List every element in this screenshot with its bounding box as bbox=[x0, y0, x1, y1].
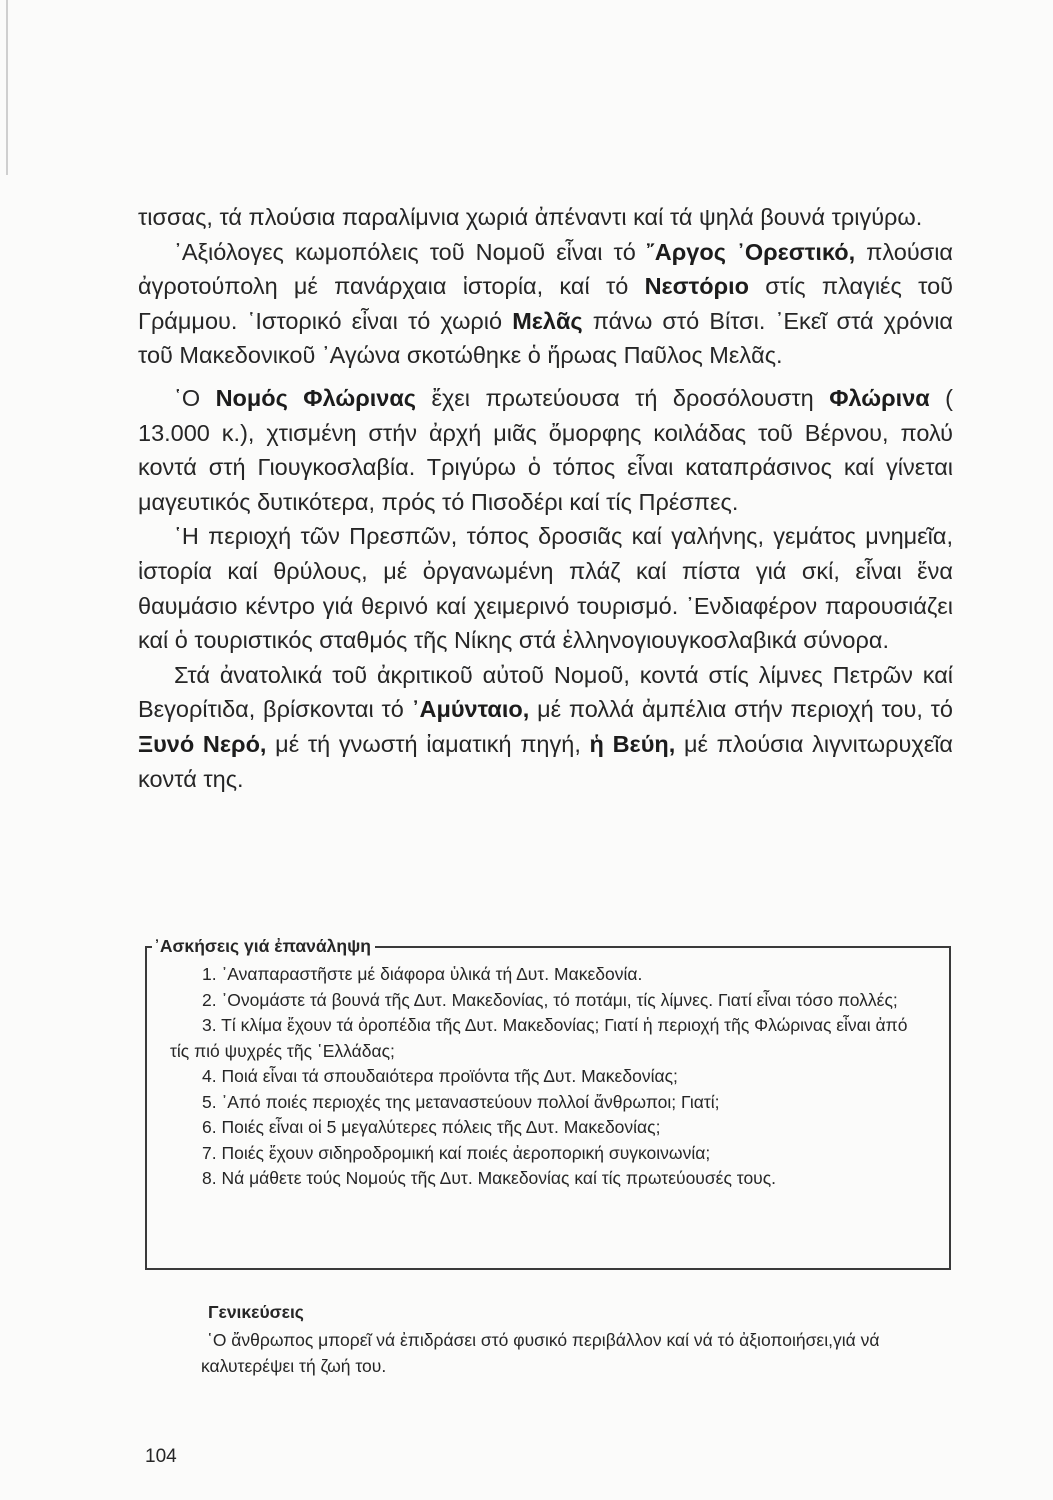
paragraph-2: ᾿Αξιόλογες κωμοπόλεις τοῦ Νομοῦ εἶναι τό ῎Αργος ᾿Ορεστικό, πλούσια ἀγροτούπολη μέ πανάρχαια ἱστορία, καί τό Νεστόριο στίς πλαγιές τοῦ Γράμμου. ῾Ιστορικό εἶναι τό χωριό Μελᾶς πάνω στό Βίτσι. ᾿Εκεῖ στά χρόνια τοῦ Μακεδονικοῦ ᾿Αγώνα σκοτώθηκε ὁ ἥρωας Παῦλος Μελᾶς. bbox=[138, 238, 954, 369]
paragraph-4: ῾Η περιοχή τῶν Πρεσπῶν, τόπος δροσιᾶς καί γαλήνης, γεμάτος μνημεῖα, ἱστορία καί θρύλους, μέ ὀργανωμένη πλάζ καί πίστα γιά σκί, εἶναι ἕνα θαυμάσιο κέντρο γιά θερινό καί χειμερινό τουρισμό. ᾿Ενδιαφέρον παρουσιάζει καί ὁ τουριστικός σταθμός τῆς Νίκης στά ἑλληνογιουγκοσλαβικά σύνορα. bbox=[138, 523, 953, 654]
exercises-list bbox=[170, 962, 930, 1192]
exercise-item: 2. ᾿Ονομάστε τά βουνά τῆς Δυτ. Μακεδονίας, τό ποτάμι, τίς λίμνες. Γιατί εἶναι τόσο πολλές; bbox=[202, 989, 898, 1010]
prefecture-florina: Νομός Φλώρινας bbox=[215, 384, 417, 411]
page-number: 104 bbox=[145, 1446, 177, 1467]
place-xyno-nero: Ξυνό Νερό, bbox=[138, 730, 267, 757]
paragraph-3: ῾Ο Νομός Φλώρινας ἔχει πρωτεύουσα τή δροσόλουστη Φλώρινα ( 13.000 κ.), χτισμένη στήν ἀρχή μιᾶς ὄμορφης κοιλάδας τοῦ Βέρνου, πολύ κοντά στή Γιουγκοσλαβία. Τριγύρω ὁ τόπος εἶναι καταπράσινος καί γίνεται μαγευτικός δυτικότερα, πρός τό Πισοδέρι καί τίς Πρέσπες. bbox=[138, 384, 953, 515]
exercise-item: 3. Τί κλίμα ἔχουν τά ὀροπέδια τῆς Δυτ. Μακεδονίας; Γιατί ἡ περιοχή τῆς Φλώρινας εἶναι ἀπό τίς πιό ψυχρές τῆς ῾Ελλάδας; bbox=[170, 1015, 908, 1061]
place-nestorio: Νεστόριο bbox=[644, 273, 750, 300]
exercise-item: 7. Ποιές ἔχουν σιδηροδρομική καί ποιές ἀεροπορική συγκοινωνία; bbox=[202, 1142, 711, 1163]
exercise-item: 6. Ποιές εἶναι οἱ 5 μεγαλύτερες πόλεις τῆς Δυτ. Μακεδονίας; bbox=[202, 1117, 661, 1137]
paragraph-1: τισσας, τά πλούσια παραλίμνια χωριά ἀπέναντι καί τά ψηλά βουνά τριγύρω. bbox=[138, 204, 923, 230]
generalizations-title: Γενικεύσεις bbox=[208, 1302, 304, 1322]
place-vevi: ἡ Βεύη, bbox=[589, 730, 676, 757]
exercise-item: 4. Ποιά εἶναι τά σπουδαιότερα προϊόντα τῆς Δυτ. Μακεδονίας; bbox=[202, 1066, 678, 1086]
exercise-item: 5. ᾿Από ποιές περιοχές της μεταναστεύουν πολλοί ἄνθρωποι; Γιατί; bbox=[202, 1091, 720, 1112]
generalizations-text: ῾Ο ἄνθρωπος μπορεῖ νά ἐπιδράσει στό φυσικό περιβάλλον καί νά τό ἀξιοποιήσει,γιά νά καλυτερέψει τή ζωή του. bbox=[201, 1330, 880, 1376]
exercise-item: 8. Νά μάθετε τούς Νομούς τῆς Δυτ. Μακεδονίας καί τίς πρωτεύουσές τους. bbox=[202, 1168, 777, 1188]
place-melas: Μελᾶς bbox=[512, 307, 583, 334]
main-text bbox=[138, 200, 953, 796]
paragraph-5: Στά ἀνατολικά τοῦ ἀκριτικοῦ αὐτοῦ Νομοῦ, κοντά στίς λίμνες Πετρῶν καί Βεγορίτιδα, βρίσκονται τό ᾿Αμύνταιο, μέ πολλά ἀμπέλια στήν περιοχή του, τό Ξυνό Νερό, μέ τή γνωστή ἰαματική πηγή, ἡ Βεύη, μέ πλούσια λιγνιτωρυχεῖα κοντά της. bbox=[138, 661, 953, 792]
place-argos-orestiko: ῎Αργος ᾿Ορεστικό, bbox=[646, 238, 856, 265]
exercises-title: ᾿Ασκήσεις γιά ἐπανάληψη bbox=[152, 936, 375, 957]
exercise-item: 1. ᾿Αναπαραστῆστε μέ διάφορα ὑλικά τή Δυτ. Μακεδονία. bbox=[202, 964, 643, 984]
binding-edge-line bbox=[6, 0, 8, 175]
place-amyntaio: ᾿Αμύνταιο, bbox=[411, 696, 530, 723]
city-florina: Φλώρινα bbox=[829, 384, 930, 411]
